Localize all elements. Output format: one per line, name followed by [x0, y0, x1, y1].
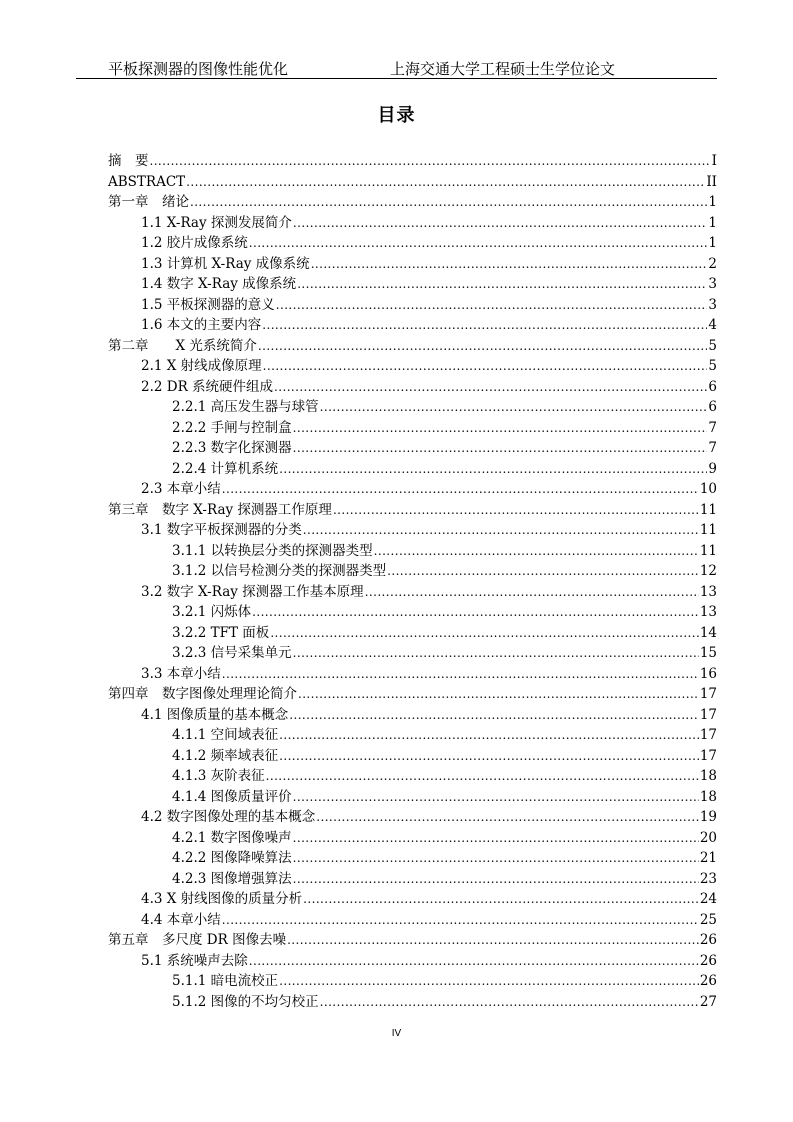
- toc-dot-leader: [316, 808, 699, 826]
- toc-entry-page: 10: [699, 481, 717, 497]
- toc-entry-page: 1: [708, 194, 717, 210]
- toc-entry[interactable]: [141, 294, 717, 314]
- toc-entry-label: 3.1.2 以信号检测分类的探测器类型: [172, 563, 387, 579]
- toc-entry-page: 6: [708, 399, 717, 415]
- toc-entry-page: 27: [699, 993, 717, 1010]
- toc-dot-leader: [190, 193, 707, 211]
- toc-entry[interactable]: [141, 806, 717, 826]
- toc-entry-label: 1.4 数字 X-Ray 成像系统: [141, 276, 297, 292]
- toc-dot-leader: [249, 952, 699, 970]
- toc-entry[interactable]: [141, 888, 717, 908]
- toc-dot-leader: [293, 419, 708, 437]
- toc-entry-label: 2.2.4 计算机系统: [172, 460, 279, 477]
- toc-dot-leader: [222, 665, 699, 683]
- toc-entry[interactable]: [172, 396, 717, 416]
- toc-entry-page: 7: [708, 440, 717, 456]
- toc-entry[interactable]: [172, 868, 717, 888]
- toc-entry[interactable]: [141, 232, 717, 252]
- toc-entry[interactable]: [172, 417, 717, 437]
- toc-entry-page: 4: [708, 317, 717, 333]
- toc-entry[interactable]: [172, 540, 717, 560]
- toc-entry[interactable]: [108, 171, 717, 191]
- toc-dot-leader: [320, 993, 699, 1011]
- toc-entry-page: 7: [708, 419, 717, 436]
- toc-dot-leader: [279, 747, 699, 765]
- toc-dot-leader: [320, 398, 708, 416]
- toc-dot-leader: [297, 275, 707, 293]
- toc-entry-label: 2.1 X 射线成像原理: [141, 358, 262, 374]
- toc-entry[interactable]: [172, 437, 717, 457]
- toc-entry[interactable]: [141, 663, 717, 683]
- toc-entry-page: 2: [708, 255, 717, 272]
- toc-dot-leader: [365, 583, 699, 601]
- toc-entry-page: 18: [699, 788, 717, 805]
- toc-entry[interactable]: [141, 355, 717, 375]
- page-title: 目录: [377, 105, 416, 126]
- toc-entry-label: 2.2.2 手闸与控制盒: [172, 419, 292, 436]
- toc-entry-page: 15: [699, 645, 717, 661]
- toc-entry-label: 2.2.3 数字化探测器: [172, 440, 292, 456]
- toc-entry[interactable]: [108, 683, 717, 703]
- toc-entry-page: 3: [708, 296, 717, 313]
- toc-entry-label: 4.2.2 图像降噪算法: [172, 850, 292, 866]
- toc-dot-leader: [293, 788, 699, 806]
- toc-dot-leader: [289, 706, 699, 724]
- toc-entry-label: ABSTRACT: [108, 173, 186, 190]
- toc-entry[interactable]: [108, 929, 717, 949]
- toc-entry-label: 第二章 X 光系统简介: [108, 337, 257, 354]
- toc-entry-page: 18: [699, 768, 717, 784]
- toc-dot-leader: [303, 521, 699, 539]
- toc-entry-page: I: [711, 153, 717, 169]
- toc-entry-page: 9: [708, 460, 717, 477]
- toc-entry-label: 1.2 胶片成像系统: [141, 235, 248, 251]
- toc-entry-page: 11: [699, 542, 717, 559]
- toc-dot-leader: [311, 255, 708, 273]
- toc-entry-page: 17: [699, 686, 717, 702]
- toc-dot-leader: [293, 214, 708, 232]
- toc-dot-leader: [186, 173, 705, 191]
- toc-dot-leader: [276, 296, 708, 314]
- toc-entry-label: 1.6 本文的主要内容: [141, 317, 262, 333]
- toc-dot-leader: [333, 501, 699, 519]
- toc-entry[interactable]: [141, 909, 717, 929]
- toc-entry[interactable]: [172, 991, 717, 1011]
- toc-entry-page: 3: [708, 276, 717, 292]
- toc-entry[interactable]: [141, 376, 717, 396]
- toc-dot-leader: [270, 624, 699, 642]
- toc-entry-label: 2.2.1 高压发生器与球管: [172, 399, 319, 415]
- toc-entry-page: 24: [699, 891, 717, 907]
- toc-dot-leader: [279, 460, 707, 478]
- toc-entry[interactable]: [108, 499, 717, 519]
- toc-dot-leader: [298, 685, 699, 703]
- toc-entry-label: 4.1.3 灰阶表征: [172, 768, 265, 784]
- toc-dot-leader: [293, 849, 699, 867]
- toc-dot-leader: [374, 542, 699, 560]
- toc-dot-leader: [293, 439, 708, 457]
- toc-entry-page: 11: [699, 522, 717, 538]
- toc-dot-leader: [263, 357, 708, 375]
- toc-entry[interactable]: [108, 150, 717, 170]
- toc-entry-label: 1.1 X-Ray 探测发展简介: [141, 214, 292, 231]
- toc-entry[interactable]: [141, 212, 717, 232]
- toc-dot-leader: [249, 234, 708, 252]
- toc-entry-label: 摘 要: [108, 153, 149, 169]
- toc-dot-leader: [222, 480, 699, 498]
- toc-entry[interactable]: [141, 478, 717, 498]
- toc-entry-page: 26: [699, 952, 717, 969]
- toc-entry[interactable]: [141, 273, 717, 293]
- toc-dot-leader: [279, 726, 699, 744]
- toc-entry-label: 3.2 数字 X-Ray 探测器工作基本原理: [141, 583, 364, 600]
- toc-entry-label: 第一章 绪论: [108, 194, 189, 210]
- toc-entry-label: 5.1 系统噪声去除: [141, 952, 248, 969]
- toc-entry[interactable]: [172, 724, 717, 744]
- toc-dot-leader: [293, 870, 699, 888]
- toc-entry-label: 4.2 数字图像处理的基本概念: [141, 809, 316, 825]
- toc-entry-page: 12: [699, 563, 717, 579]
- toc-entry[interactable]: [108, 191, 717, 211]
- toc-entry[interactable]: [172, 601, 717, 621]
- toc-dot-leader: [262, 316, 707, 334]
- toc-entry[interactable]: [172, 622, 717, 642]
- toc-entry-label: 4.1.4 图像质量评价: [172, 788, 292, 805]
- toc-entry[interactable]: [141, 950, 717, 970]
- page-number: IV: [391, 1028, 402, 1039]
- toc-entry-page: 1: [708, 214, 717, 231]
- toc-entry[interactable]: [172, 847, 717, 867]
- toc-entry[interactable]: [172, 970, 717, 990]
- toc-dot-leader: [266, 767, 699, 785]
- header-thesis-title: 平板探测器的图像性能优化: [108, 60, 289, 78]
- toc-entry-page: 6: [708, 378, 717, 395]
- toc-entry[interactable]: [172, 560, 717, 580]
- toc-entry-label: 3.1 数字平板探测器的分类: [141, 522, 302, 538]
- toc-entry-page: 1: [708, 235, 717, 251]
- toc-entry-label: 第四章 数字图像处理理论简介: [108, 686, 297, 702]
- toc-entry-page: II: [706, 173, 717, 190]
- toc-entry[interactable]: [141, 581, 717, 601]
- toc-entry-label: 2.2 DR 系统硬件组成: [141, 378, 274, 395]
- toc-entry-page: 17: [699, 727, 717, 743]
- toc-dot-leader: [258, 337, 708, 355]
- toc-entry-label: 4.4 本章小结: [141, 911, 221, 928]
- toc-entry-label: 4.1 图像质量的基本概念: [141, 706, 289, 723]
- toc-entry-page: 5: [708, 337, 717, 354]
- toc-dot-leader: [387, 562, 699, 580]
- toc-entry-page: 23: [699, 870, 717, 887]
- toc-dot-leader: [293, 644, 699, 662]
- toc-entry[interactable]: [141, 253, 717, 273]
- toc-entry-label: 3.1.1 以转换层分类的探测器类型: [172, 542, 373, 559]
- toc-entry-label: 3.3 本章小结: [141, 665, 221, 682]
- toc-entry-label: 4.2.1 数字图像噪声: [172, 829, 292, 846]
- toc-entry-page: 16: [699, 665, 717, 682]
- toc-dot-leader: [274, 378, 707, 396]
- toc-entry-page: 11: [699, 501, 717, 518]
- toc-dot-leader: [279, 972, 699, 990]
- toc-entry-label: 4.2.3 图像增强算法: [172, 870, 292, 887]
- toc-entry-page: 26: [699, 932, 717, 948]
- toc-dot-leader: [150, 152, 711, 170]
- toc-dot-leader: [252, 603, 699, 621]
- toc-entry-page: 25: [699, 911, 717, 928]
- toc-entry-page: 19: [699, 809, 717, 825]
- toc-entry-label: 4.3 X 射线图像的质量分析: [141, 891, 303, 907]
- toc-entry-page: 13: [699, 604, 717, 620]
- toc-entry-label: 4.1.2 频率域表征: [172, 747, 279, 764]
- toc-entry[interactable]: [141, 314, 717, 334]
- toc-dot-leader: [303, 890, 699, 908]
- toc-entry-page: 21: [699, 850, 717, 866]
- toc-dot-leader: [222, 911, 699, 929]
- toc-entry-page: 17: [699, 706, 717, 723]
- toc-entry-page: 26: [699, 973, 717, 989]
- toc-dot-leader: [287, 931, 699, 949]
- header-university: 上海交通大学工程硕士生学位论文: [390, 60, 616, 78]
- toc-entry-label: 1.3 计算机 X-Ray 成像系统: [141, 255, 310, 272]
- toc-entry-label: 3.2.3 信号采集单元: [172, 645, 292, 661]
- toc-entry-label: 4.1.1 空间域表征: [172, 727, 279, 743]
- toc-entry[interactable]: [141, 704, 717, 724]
- toc-entry[interactable]: [172, 765, 717, 785]
- toc-entry[interactable]: [172, 786, 717, 806]
- toc-entry-label: 3.2.1 闪烁体: [172, 604, 252, 620]
- toc-entry-label: 3.2.2 TFT 面板: [172, 624, 270, 641]
- running-header: [76, 56, 717, 79]
- toc-entry-page: 14: [699, 624, 717, 641]
- toc-entry[interactable]: [172, 458, 717, 478]
- toc-entry-label: 2.3 本章小结: [141, 481, 221, 497]
- toc-entry-label: 第三章 数字 X-Ray 探测器工作原理: [108, 501, 332, 518]
- toc-entry-page: 5: [708, 358, 717, 374]
- toc-entry[interactable]: [172, 827, 717, 847]
- toc-entry-page: 20: [699, 829, 717, 846]
- toc-entry-label: 5.1.2 图像的不均匀校正: [172, 993, 319, 1010]
- toc-entry-label: 第五章 多尺度 DR 图像去噪: [108, 932, 287, 948]
- toc-entry[interactable]: [141, 519, 717, 539]
- toc-entry[interactable]: [172, 745, 717, 765]
- toc-entry-page: 13: [699, 583, 717, 600]
- toc-entry[interactable]: [172, 642, 717, 662]
- toc-entry-label: 5.1.1 暗电流校正: [172, 973, 279, 989]
- toc-entry[interactable]: [108, 335, 717, 355]
- toc-entry-page: 17: [699, 747, 717, 764]
- toc-dot-leader: [293, 829, 699, 847]
- toc-entry-label: 1.5 平板探测器的意义: [141, 296, 275, 313]
